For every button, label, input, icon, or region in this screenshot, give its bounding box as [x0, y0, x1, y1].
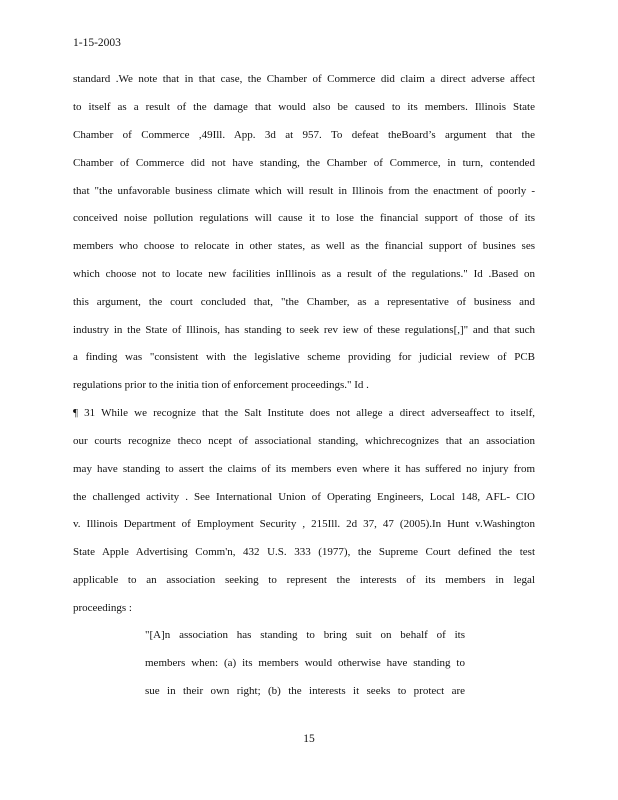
- body-line-20: proceedings :: [73, 602, 132, 614]
- body-line-15: may have standing to assert the claims of its members even where it has suffered no injury from: [73, 463, 535, 475]
- body-line-7: members who choose to relocate in other states, as well as the financial support of busines ses: [73, 240, 535, 252]
- page-number: 15: [303, 733, 315, 745]
- body-line-13: ¶ 31 While we recognize that the Salt Institute does not allege a direct adverseaffect to itself,: [73, 407, 535, 419]
- body-line-12: regulations prior to the initia tion of enforcement proceedings." Id .: [73, 379, 369, 391]
- body-line-17: v. Illinois Department of Employment Security , 215Ill. 2d 37, 47 (2005).In Hunt v.Washington: [73, 518, 535, 530]
- body-line-2: to itself as a result of the damage that would also be caused to its members. Illinois State: [73, 101, 535, 113]
- body-line-16: the challenged activity . See International Union of Operating Engineers, Local 148, AFL- CIO: [73, 491, 535, 503]
- body-line-4: Chamber of Commerce did not have standing, the Chamber of Commerce, in turn, contended: [73, 157, 535, 169]
- body-line-6: conceived noise pollution regulations will cause it to lose the financial support of those of its: [73, 212, 535, 224]
- body-line-18: State Apple Advertising Comm'n, 432 U.S. 333 (1977), the Supreme Court defined the test: [73, 546, 535, 558]
- body-line-9: this argument, the court concluded that, "the Chamber, as a representative of business and: [73, 296, 535, 308]
- body-line-11: a finding was "consistent with the legislative scheme providing for judicial review of PCB: [73, 351, 535, 363]
- body-line-14: our courts recognize theco ncept of associational standing, whichrecognizes that an association: [73, 435, 535, 447]
- block-quote-line-1: "[A]n association has standing to bring suit on behalf of its: [145, 629, 465, 641]
- header-date: 1-15-2003: [73, 37, 121, 49]
- body-line-5: that "the unfavorable business climate which will result in Illinois from the enactment of poorly -: [73, 185, 535, 197]
- body-line-8: which choose not to locate new facilities inIllinois as a result of the regulations." Id .Based on: [73, 268, 535, 280]
- body-line-3: Chamber of Commerce ,49Ill. App. 3d at 957. To defeat theBoard’s argument that the: [73, 129, 535, 141]
- body-line-19: applicable to an association seeking to represent the interests of its members in legal: [73, 574, 535, 586]
- block-quote-line-3: sue in their own right; (b) the interests it seeks to protect are: [145, 685, 465, 697]
- body-line-10: industry in the State of Illinois, has standing to seek rev iew of these regulations[,]" and that such: [73, 324, 535, 336]
- body-line-1: standard .We note that in that case, the Chamber of Commerce did claim a direct adverse affect: [73, 73, 535, 85]
- block-quote-line-2: members when: (a) its members would otherwise have standing to: [145, 657, 465, 669]
